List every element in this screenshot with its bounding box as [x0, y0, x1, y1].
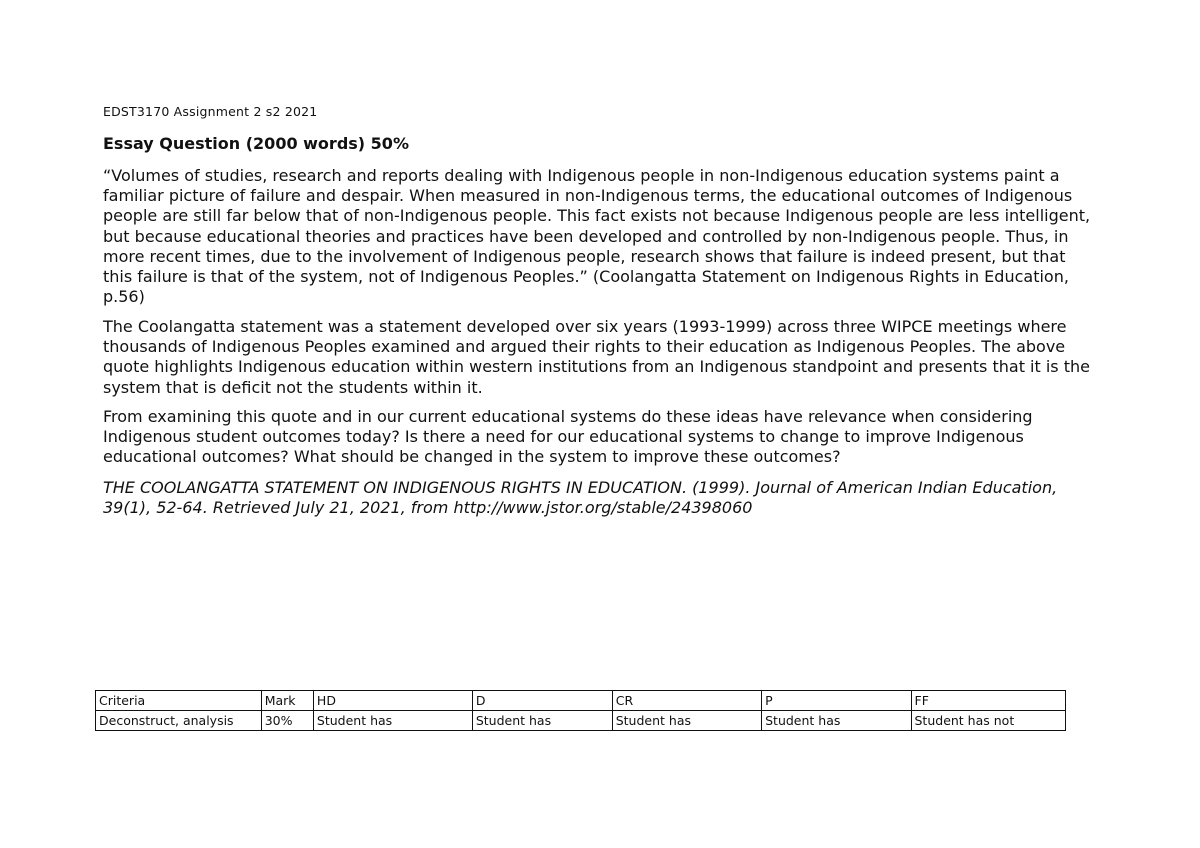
rubric-cell-mark: 30% — [261, 711, 313, 731]
rubric-cell-cr: Student has — [612, 711, 761, 731]
rubric-header-p: P — [762, 691, 911, 711]
table-row — [96, 711, 1066, 731]
rubric-cell-d: Student has — [472, 711, 612, 731]
reference-citation: THE COOLANGATTA STATEMENT ON INDIGENOUS RIGHTS IN EDUCATION. (1999). Journal of American Indian Education, 39(1), 52-64. Retrieved July 21, 2021, from http://www.jstor.org/stable/24398060 — [103, 478, 1058, 518]
rubric-header-criteria: Criteria — [96, 691, 262, 711]
rubric-table — [95, 690, 1066, 731]
rubric-cell-ff: Student has not — [911, 711, 1066, 731]
question-paragraph: From examining this quote and in our current educational systems do these ideas have relevance when considering Indigenous student outcomes today? Is there a need for our educational systems to change to improve Indigenous educational outcomes? What should be changed in the system to improve these outcomes? — [103, 407, 1033, 467]
rubric-header-hd: HD — [313, 691, 472, 711]
rubric-cell-criteria: Deconstruct, analysis — [96, 711, 262, 731]
essay-question-title: Essay Question (2000 words) 50% — [103, 134, 409, 153]
rubric-header-ff: FF — [911, 691, 1066, 711]
rubric-header-mark: Mark — [261, 691, 313, 711]
quote-paragraph: “Volumes of studies, research and reports dealing with Indigenous people in non-Indigenous education systems paint a familiar picture of failure and despair. When measured in non-Indigenous terms, the educational outcomes of Indigenous people are still far below that of non-Indigenous people. This fact exists not because Indigenous people are less intelligent, but because educational theories and practices have been developed and controlled by non-Indigenous people. Thus, in more recent times, due to the involvement of Indigenous people, research shows that failure is indeed present, but that this failure is that of the system, not of Indigenous Peoples.” (Coolangatta Statement on Indigenous Rights in Education, p.56) — [103, 166, 1091, 307]
rubric-cell-hd: Student has — [313, 711, 472, 731]
rubric-header-d: D — [472, 691, 612, 711]
rubric-header-row — [96, 691, 1066, 711]
assignment-code: EDST3170 Assignment 2 s2 2021 — [103, 104, 318, 119]
rubric-header-cr: CR — [612, 691, 761, 711]
rubric-cell-p: Student has — [762, 711, 911, 731]
context-paragraph: The Coolangatta statement was a statement developed over six years (1993-1999) across three WIPCE meetings where thousands of Indigenous Peoples examined and argued their rights to their education as Indigenous Peoples. The above quote highlights Indigenous education within western institutions from an Indigenous standpoint and presents that it is the system that is deficit not the students within it. — [103, 317, 1090, 397]
